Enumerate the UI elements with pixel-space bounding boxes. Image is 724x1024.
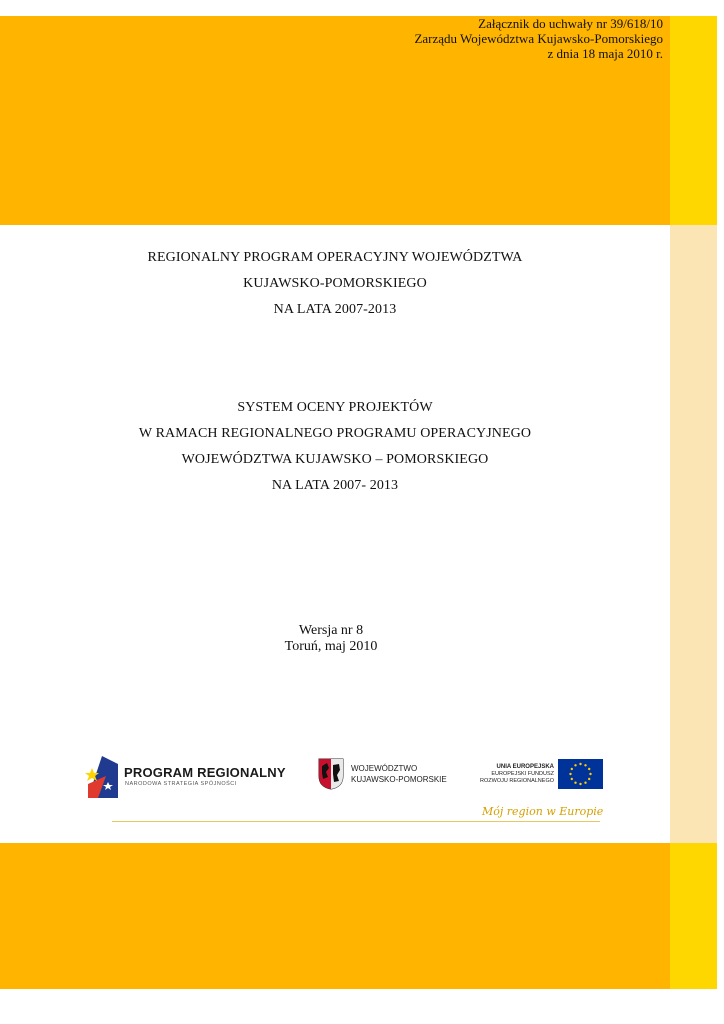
eu-line-1: UNIA EUROPEJSKA bbox=[496, 764, 554, 770]
document-subtitle bbox=[0, 395, 670, 499]
subtitle-line-1: SYSTEM OCENY PROJEKTÓW bbox=[237, 400, 433, 415]
subtitle-line-3: WOJEWÓDZTWA KUJAWSKO – POMORSKIEGO bbox=[181, 452, 489, 467]
subtitle-line-2: W RAMACH REGIONALNEGO PROGRAMU OPERACYJNEGO bbox=[138, 426, 532, 441]
annex-line-3: z dnia 18 maja 2010 r. bbox=[547, 46, 663, 61]
voivodeship-line-1: WOJEWÓDZTWO bbox=[351, 764, 418, 773]
program-regionalny-logo-icon bbox=[84, 754, 120, 800]
version-info bbox=[0, 623, 662, 655]
right-stripe-top bbox=[670, 16, 717, 225]
title-line-2: KUJAWSKO-POMORSKIEGO bbox=[243, 276, 427, 291]
version-place-date: Toruń, maj 2010 bbox=[284, 639, 378, 654]
voivodeship-line-2: KUJAWSKO-POMORSKIE bbox=[351, 775, 447, 784]
right-stripe-bottom bbox=[670, 843, 717, 989]
title-line-3: NA LATA 2007-2013 bbox=[273, 302, 397, 317]
version-number: Wersja nr 8 bbox=[298, 623, 364, 638]
program-name: PROGRAM REGIONALNY bbox=[124, 765, 286, 780]
document-title bbox=[0, 245, 670, 323]
eu-line-2: EUROPEJSKI FUNDUSZ bbox=[491, 771, 554, 777]
title-line-1: REGIONALNY PROGRAM OPERACYJNY WOJEWÓDZTWA bbox=[147, 250, 523, 265]
subtitle-line-4: NA LATA 2007- 2013 bbox=[271, 478, 399, 493]
eu-text bbox=[480, 764, 554, 785]
right-stripe-middle bbox=[670, 225, 717, 843]
voivodeship-crest-icon bbox=[318, 758, 344, 790]
annex-line-2: Zarządu Województwa Kujawsko-Pomorskiego bbox=[414, 31, 663, 46]
motto: Mój region w Europie bbox=[482, 805, 604, 818]
eu-line-3: ROZWOJU REGIONALNEGO bbox=[480, 778, 554, 784]
annex-line-1: Załącznik do uchwały nr 39/618/10 bbox=[478, 16, 663, 31]
motto-underline bbox=[112, 821, 600, 822]
bottom-orange-band bbox=[0, 843, 670, 989]
eu-flag-icon bbox=[558, 759, 603, 789]
logo-strip bbox=[40, 716, 636, 828]
annex-note bbox=[414, 16, 663, 61]
program-subtitle: NARODOWA STRATEGIA SPÓJNOŚCI bbox=[125, 781, 237, 787]
